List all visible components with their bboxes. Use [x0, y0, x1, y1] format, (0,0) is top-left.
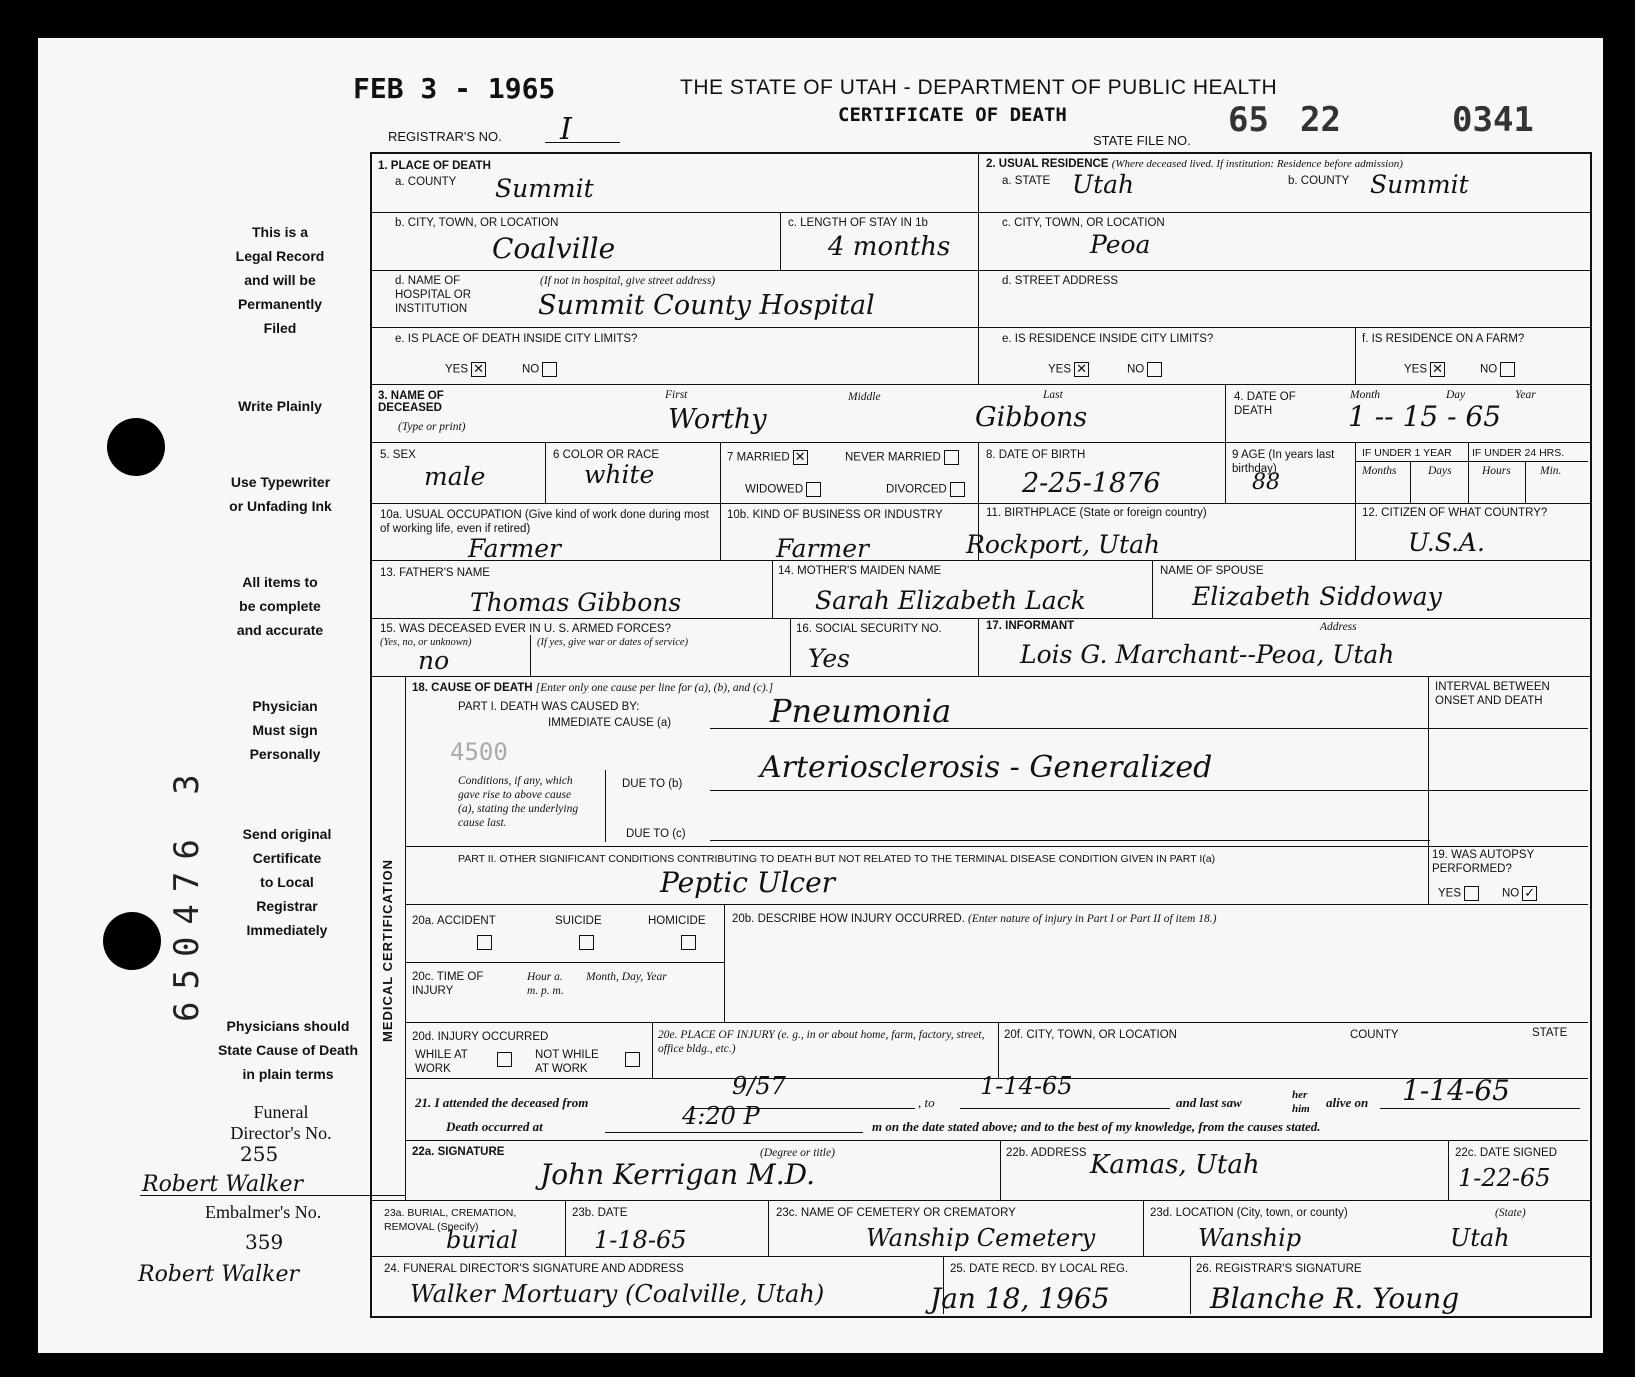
alive-on-label: alive on [1326, 1095, 1369, 1110]
days-label: Days [1428, 465, 1452, 477]
mother-label: 14. MOTHER'S MAIDEN NAME [778, 565, 942, 577]
attended-label: 21. I attended the deceased from [415, 1095, 589, 1110]
not-while-at-work[interactable] [535, 1048, 610, 1076]
col-divider [1143, 1200, 1144, 1256]
signature-label: 22a. SIGNATURE [412, 1146, 505, 1158]
row-line [370, 270, 1590, 271]
sidebar-legal-record [215, 220, 345, 340]
dod-label: 4. DATE OF DEATH [1234, 391, 1296, 417]
physician-address: Kamas, Utah [1090, 1150, 1260, 1180]
death-city-limits-label: e. IS PLACE OF DEATH INSIDE CITY LIMITS? [395, 333, 638, 345]
row-line [405, 1140, 1588, 1141]
armed-forces-label: 15. WAS DECEASED EVER IN U. S. ARMED FORCES? [380, 623, 671, 635]
never-married-option[interactable] [845, 450, 959, 465]
sidebar-complete [215, 570, 345, 642]
col-divider [1000, 1140, 1001, 1200]
mdy-label: Month, Day, Year [586, 971, 667, 983]
date-signed-label: 22c. DATE SIGNED [1455, 1147, 1558, 1159]
informant-label: 17. INFORMANT [986, 620, 1075, 632]
state-file-part-a: 65 [1228, 100, 1269, 140]
date-recd-label: 25. DATE RECD. BY LOCAL REG. [950, 1263, 1129, 1275]
alive-on-date: 1-14-65 [1402, 1074, 1510, 1107]
funeral-director-signature: Robert Walker [142, 1172, 303, 1197]
col-divider [772, 560, 773, 618]
first-label: First [665, 389, 688, 401]
certificate-title: CERTIFICATE OF DEATH [838, 104, 1067, 126]
injury-occurred-label: 20d. INJURY OCCURRED [412, 1031, 549, 1043]
checkbox-icon[interactable] [542, 362, 557, 377]
stay-label: c. LENGTH OF STAY IN 1b [788, 217, 928, 229]
name-label-text: 3. NAME OF DECEASED [378, 390, 444, 414]
state-file-part-b: 22 [1300, 100, 1341, 140]
time-injury-label: 20c. TIME OF INJURY [412, 971, 484, 997]
date-received: Jan 18, 1965 [930, 1282, 1110, 1315]
department-heading: THE STATE OF UTAH - DEPARTMENT OF PUBLIC HEALTH [680, 76, 1278, 99]
due-c-label: DUE TO (c) [626, 828, 686, 840]
col-divider [1525, 461, 1526, 503]
sidebar-line: Physician [252, 698, 318, 714]
attended-from: 9/57 [732, 1072, 786, 1100]
burial-location: Wanship [1198, 1224, 1302, 1252]
row-line [370, 212, 1590, 213]
sidebar-line: Immediately [246, 922, 328, 938]
checkbox-icon[interactable] [950, 482, 965, 497]
underline [605, 1132, 863, 1133]
sidebar-line: Permanently [237, 296, 323, 312]
death-time: 4:20 P [682, 1102, 760, 1130]
race: white [584, 460, 655, 489]
no-label: NO [522, 363, 540, 376]
sex-label: 5. SEX [380, 449, 416, 461]
checkbox-icon[interactable] [1500, 362, 1515, 377]
sex: male [424, 462, 486, 491]
col-divider [720, 442, 721, 503]
place-of-death-label: 1. PLACE OF DEATH [378, 160, 491, 172]
checkbox-icon[interactable] [944, 450, 959, 465]
attended-to: 1-14-65 [980, 1072, 1073, 1100]
part2-conditions: Peptic Ulcer [660, 866, 836, 899]
res-county: Summit [1370, 170, 1469, 199]
city-injury-label: 20f. CITY, TOWN, OR LOCATION [1004, 1029, 1177, 1041]
usual-residence-note: (Where deceased lived. If institution: Residence before admission) [1111, 158, 1403, 170]
row-line [370, 442, 1590, 443]
married-label: 7 MARRIED [727, 451, 790, 464]
sidebar-physician [220, 694, 350, 766]
suicide-checkbox-icon[interactable] [579, 935, 594, 950]
informant-address-label: Address [1320, 621, 1357, 633]
row-line [370, 676, 1590, 677]
immediate-cause-label: IMMEDIATE CAUSE (a) [548, 717, 672, 729]
month-label: Month [1350, 389, 1381, 401]
sidebar-line: to Local [260, 874, 314, 890]
registrar-signature-label: 26. REGISTRAR'S SIGNATURE [1196, 1263, 1362, 1275]
col-divider [545, 442, 546, 503]
row-line [370, 1200, 1590, 1201]
registrar-no-label: REGISTRAR'S NO. [388, 129, 502, 144]
punch-hole-top [107, 418, 165, 476]
dob-label: 8. DATE OF BIRTH [986, 449, 1086, 461]
under-1-label: IF UNDER 1 YEAR [1362, 447, 1452, 459]
funeral-sig-line [140, 1195, 405, 1196]
sidebar-line: Filed [263, 320, 297, 336]
cause-b-line [710, 790, 1430, 791]
cemetery-name: Wanship Cemetery [866, 1224, 1096, 1252]
checkbox-checked-icon[interactable]: ✕ [471, 362, 486, 377]
res-city-limits-no[interactable] [1127, 362, 1162, 377]
sidebar-line: or Unfading Ink [229, 498, 332, 514]
cause-a-line [710, 728, 1430, 729]
injury-county-label: COUNTY [1350, 1029, 1399, 1041]
place-injury-label: 20e. PLACE OF INJURY (e. g., in or about home, farm, factory, street, office bldg., etc.) [658, 1029, 985, 1055]
part2-label: PART II. OTHER SIGNIFICANT CONDITIONS CONTRIBUTING TO DEATH BUT NOT RELATED TO THE TERMINAL DISEASE CONDITION GIVEN IN PART I(a) [458, 853, 1216, 865]
burial-state-label: (State) [1495, 1207, 1526, 1219]
checkbox-checked-icon[interactable]: ✕ [793, 450, 808, 465]
usual-residence-text: 2. USUAL RESIDENCE [986, 158, 1109, 170]
last-label: Last [1043, 389, 1063, 401]
while-work-label: WHILE AT WORK [415, 1049, 468, 1075]
homicide-label: HOMICIDE [648, 915, 706, 927]
sidebar-line: This is a [251, 224, 309, 240]
no-label: NO [1502, 887, 1520, 900]
res-state: Utah [1072, 170, 1135, 199]
length-of-stay: 4 months [828, 232, 951, 262]
death-city-limits-no[interactable] [522, 362, 557, 377]
sidebar-physicians-should [198, 1014, 378, 1086]
informant: Lois G. Marchant--Peoa, Utah [1020, 640, 1395, 669]
row-line [370, 503, 1590, 504]
embalmer-no-label: Embalmer's No. [205, 1202, 322, 1222]
sidebar-line: State Cause of Death [217, 1042, 359, 1058]
no-label: NO [1480, 363, 1498, 376]
occupation-label: 10a. USUAL OCCUPATION (Give kind of work done during most of working life, even if retired) [380, 509, 709, 535]
last-saw-label: and last saw [1176, 1095, 1242, 1110]
checkbox-icon[interactable] [1464, 886, 1479, 901]
death-occurred-label: Death occurred at [446, 1119, 543, 1134]
funeral-director-no-label [196, 1102, 366, 1144]
hospital-note: (If not in hospital, give street address) [540, 275, 716, 287]
col-divider [565, 1200, 566, 1256]
vertical-serial-number: 650476 3 [167, 762, 207, 1022]
day-label: Day [1446, 389, 1466, 401]
accident-label: 20a. ACCIDENT [412, 915, 496, 927]
col-divider [1152, 560, 1153, 618]
widowed-option[interactable] [745, 482, 821, 497]
row-line [370, 384, 1590, 385]
col-divider [978, 618, 979, 676]
checkbox-checked-icon[interactable]: ✕ [1430, 362, 1445, 377]
col-divider [790, 618, 791, 676]
no-label: NO [1127, 363, 1145, 376]
medical-certification-label: MEDICAL CERTIFICATION [380, 858, 395, 1042]
hour-label: Hour a. m. p. m. [527, 971, 564, 997]
underline [1380, 1108, 1580, 1109]
registrar-underline [545, 142, 620, 143]
col-divider [998, 1022, 999, 1078]
sidebar-line: Physicians should [226, 1018, 350, 1034]
married-option[interactable] [727, 450, 808, 465]
registrar-no-value: I [560, 112, 572, 147]
res-city: Peoa [1090, 230, 1151, 259]
death-county: Summit [495, 174, 594, 203]
farm-yes[interactable] [1404, 362, 1445, 377]
state-file-part-c: 0341 [1452, 100, 1534, 140]
immediate-cause: Pneumonia [770, 692, 952, 730]
cause-label-text: 18. CAUSE OF DEATH [412, 682, 533, 694]
row-line [370, 618, 1590, 619]
hospital-name: Summit County Hospital [538, 290, 875, 321]
citizen: U.S.A. [1408, 528, 1485, 557]
injury-desc-label [732, 912, 1216, 926]
to-label: , to [918, 1095, 935, 1110]
burial-location-label: 23d. LOCATION (City, town, or county) [1150, 1207, 1348, 1219]
cemetery-label: 23c. NAME OF CEMETERY OR CREMATORY [776, 1207, 1016, 1219]
usual-residence-label [986, 158, 1403, 170]
res-city-label: c. CITY, TOWN, OR LOCATION [1002, 217, 1165, 229]
row-line [405, 962, 724, 963]
checkbox-checked-icon[interactable]: ✓ [1522, 886, 1537, 901]
row-line [1355, 461, 1588, 462]
sidebar-write-plainly: Write Plainly [238, 398, 322, 414]
col-divider [1225, 384, 1226, 442]
city-label: b. CITY, TOWN, OR LOCATION [395, 217, 559, 229]
divorced-option[interactable] [886, 482, 965, 497]
embalmer-no: 359 [245, 1230, 284, 1254]
icd-code: 4500 [450, 738, 508, 766]
armed-note-2: (If yes, give war or dates of service) [537, 637, 689, 648]
sidebar-line: in plain terms [242, 1066, 334, 1082]
col-divider [978, 152, 979, 384]
funeral-director-no: 255 [240, 1142, 279, 1166]
autopsy-label: 19. WAS AUTOPSY PERFORMED? [1432, 849, 1535, 875]
sidebar-line: be complete [239, 598, 321, 614]
injury-desc-text: 20b. DESCRIBE HOW INJURY OCCURRED. [732, 913, 965, 925]
row-line [370, 327, 1590, 328]
not-work-label: NOT WHILE AT WORK [535, 1049, 599, 1075]
degree-label: (Degree or title) [760, 1147, 835, 1159]
homicide-checkbox-icon[interactable] [681, 935, 696, 950]
col-divider [1225, 442, 1226, 503]
yes-label: YES [1048, 363, 1072, 376]
age-label: 9 AGE (In years last birthday) [1232, 449, 1335, 475]
injury-desc-note: (Enter nature of injury in Part I or Part II of item 18.) [968, 913, 1217, 925]
col-divider [1355, 327, 1356, 384]
sidebar-line: Registrar [256, 898, 318, 914]
checkbox-icon[interactable] [1147, 362, 1162, 377]
injury-state-label: STATE [1532, 1027, 1568, 1039]
sidebar-line: Funeral [253, 1102, 309, 1122]
while-work-checkbox-icon[interactable] [497, 1052, 512, 1067]
due-to-b: Arteriosclerosis - Generalized [760, 750, 1213, 785]
res-city-limits-label: e. IS RESIDENCE INSIDE CITY LIMITS? [1002, 333, 1214, 345]
sidebar-line: Legal Record [235, 248, 325, 264]
checkbox-icon[interactable] [806, 482, 821, 497]
row-line [405, 1022, 1588, 1023]
burial-state: Utah [1450, 1224, 1510, 1252]
col-divider [720, 503, 721, 560]
cause-c-line [710, 840, 1430, 841]
autopsy-yes[interactable] [1438, 886, 1479, 901]
date-of-birth: 2-25-1876 [1022, 468, 1161, 499]
medical-side-divider [405, 676, 406, 1200]
sidebar-line: and will be [244, 272, 316, 288]
ssn: Yes [808, 644, 850, 673]
accident-checkbox-icon[interactable] [477, 935, 492, 950]
col-divider [1190, 1256, 1191, 1314]
business: Farmer [776, 534, 869, 563]
funeral-director: Walker Mortuary (Coalville, Utah) [410, 1280, 825, 1308]
part1-label: PART I. DEATH WAS CAUSED BY: [458, 701, 640, 713]
middle-label: Middle [848, 391, 881, 403]
sidebar-line: Must sign [252, 722, 318, 738]
col-divider [780, 212, 781, 270]
age: 88 [1252, 470, 1280, 495]
burial-label: 23a. BURIAL, CREMATION, REMOVAL (Specify) [384, 1207, 517, 1233]
sidebar-line: Certificate [252, 850, 322, 866]
sidebar-send-original [222, 822, 352, 942]
autopsy-no[interactable] [1502, 886, 1537, 901]
county-label: a. COUNTY [395, 176, 457, 188]
conditions-note: Conditions, if any, which gave rise to above cause (a), stating the underlying cause last. [458, 775, 579, 829]
death-city: Coalville [492, 232, 616, 265]
never-married-label: NEVER MARRIED [845, 451, 941, 464]
physician-address-label: 22b. ADDRESS [1006, 1147, 1087, 1159]
interval-line [1428, 728, 1588, 729]
due-b-label: DUE TO (b) [622, 778, 683, 790]
interval-label: INTERVAL BETWEEN ONSET AND DEATH [1435, 681, 1550, 707]
sidebar-line: Personally [249, 746, 321, 762]
months-label: Months [1362, 465, 1397, 477]
sidebar-line: and accurate [236, 622, 324, 638]
citizen-label: 12. CITIZEN OF WHAT COUNTRY? [1362, 507, 1548, 519]
burial-date-label: 23b. DATE [572, 1207, 628, 1219]
funeral-director-label: 24. FUNERAL DIRECTOR'S SIGNATURE AND ADDRESS [384, 1263, 684, 1275]
street-label: d. STREET ADDRESS [1002, 275, 1119, 287]
hours-label: Hours [1482, 465, 1511, 477]
sidebar-line: All items to [242, 574, 318, 590]
ssn-label: 16. SOCIAL SECURITY NO. [796, 623, 942, 635]
name-note: (Type or print) [398, 421, 466, 433]
col-divider [530, 635, 531, 676]
spouse-label: NAME OF SPOUSE [1160, 565, 1264, 577]
mother-name: Sarah Elizabeth Lack [815, 586, 1086, 615]
embalmer-signature: Robert Walker [138, 1262, 299, 1287]
father-label: 13. FATHER'S NAME [380, 567, 490, 579]
bracket-line [605, 770, 606, 842]
death-suffix: m on the date stated above; and to the best of my knowledge, from the causes stated. [872, 1119, 1321, 1134]
divorced-label: DIVORCED [886, 483, 947, 496]
row-line [405, 846, 1588, 847]
name-label [378, 390, 488, 414]
suicide-label: SUICIDE [555, 915, 602, 927]
col-divider [1468, 442, 1469, 503]
sidebar-line: Send original [242, 826, 332, 842]
col-divider [1448, 1140, 1449, 1200]
not-work-checkbox-icon[interactable] [625, 1052, 640, 1067]
birthplace-label: 11. BIRTHPLACE (State or foreign country) [986, 507, 1207, 519]
col-divider [768, 1200, 769, 1256]
first-name: Worthy [668, 404, 767, 435]
widowed-label: WIDOWED [745, 483, 804, 496]
yes-label: YES [1438, 887, 1462, 900]
occupation: Farmer [468, 534, 561, 563]
punch-hole-bottom [103, 912, 161, 970]
yes-label: YES [445, 363, 469, 376]
res-county-label: b. COUNTY [1288, 175, 1350, 187]
death-city-limits-yes[interactable] [445, 362, 486, 377]
physician-signature: John Kerrigan M.D. [540, 1158, 815, 1191]
res-state-label: a. STATE [1002, 175, 1051, 187]
last-name: Gibbons [975, 402, 1088, 433]
farm-no[interactable] [1480, 362, 1515, 377]
registrar-signature: Blanche R. Young [1210, 1282, 1460, 1315]
cause-label [412, 682, 773, 694]
col-divider [1410, 461, 1411, 503]
while-at-work[interactable] [415, 1048, 475, 1076]
father-name: Thomas Gibbons [470, 588, 682, 617]
date-signed: 1-22-65 [1458, 1164, 1551, 1192]
state-file-label: STATE FILE NO. [1093, 133, 1191, 148]
col-divider [652, 1022, 653, 1078]
col-divider [724, 904, 725, 1022]
armed-note-1: (Yes, no, or unknown) [380, 637, 472, 648]
yes-label: YES [1404, 363, 1428, 376]
sidebar-line: Use Typewriter [230, 474, 331, 490]
hospital-label: d. NAME OF HOSPITAL OR INSTITUTION [395, 275, 472, 315]
interval-line [1428, 790, 1588, 791]
sidebar-line: Director's No. [230, 1123, 332, 1143]
row-line [370, 1256, 1590, 1257]
min-label: Min. [1540, 465, 1562, 477]
underline [960, 1108, 1170, 1109]
col-divider [1355, 442, 1356, 560]
sidebar-typewriter [208, 470, 353, 518]
race-label: 6 COLOR OR RACE [553, 449, 660, 461]
burial-type: burial [446, 1226, 518, 1254]
cause-note: [Enter only one cause per line for (a), (b), and (c).] [535, 682, 774, 694]
date-of-death: 1 -- 15 - 65 [1348, 400, 1502, 433]
received-date-stamp: FEB 3 - 1965 [353, 72, 556, 105]
burial-date: 1-18-65 [594, 1226, 687, 1254]
armed-forces: no [418, 646, 450, 675]
res-city-limits-yes[interactable] [1048, 362, 1089, 377]
under-24-label: IF UNDER 24 HRS. [1472, 447, 1565, 459]
her-him-label: her him [1292, 1089, 1310, 1115]
business-label: 10b. KIND OF BUSINESS OR INDUSTRY [727, 509, 943, 521]
birthplace: Rockport, Utah [966, 530, 1161, 559]
spouse-name: Elizabeth Siddoway [1192, 582, 1442, 611]
checkbox-checked-icon[interactable]: ✕ [1074, 362, 1089, 377]
farm-label: f. IS RESIDENCE ON A FARM? [1362, 333, 1525, 345]
year-label: Year [1515, 389, 1536, 401]
row-line [405, 904, 1588, 905]
